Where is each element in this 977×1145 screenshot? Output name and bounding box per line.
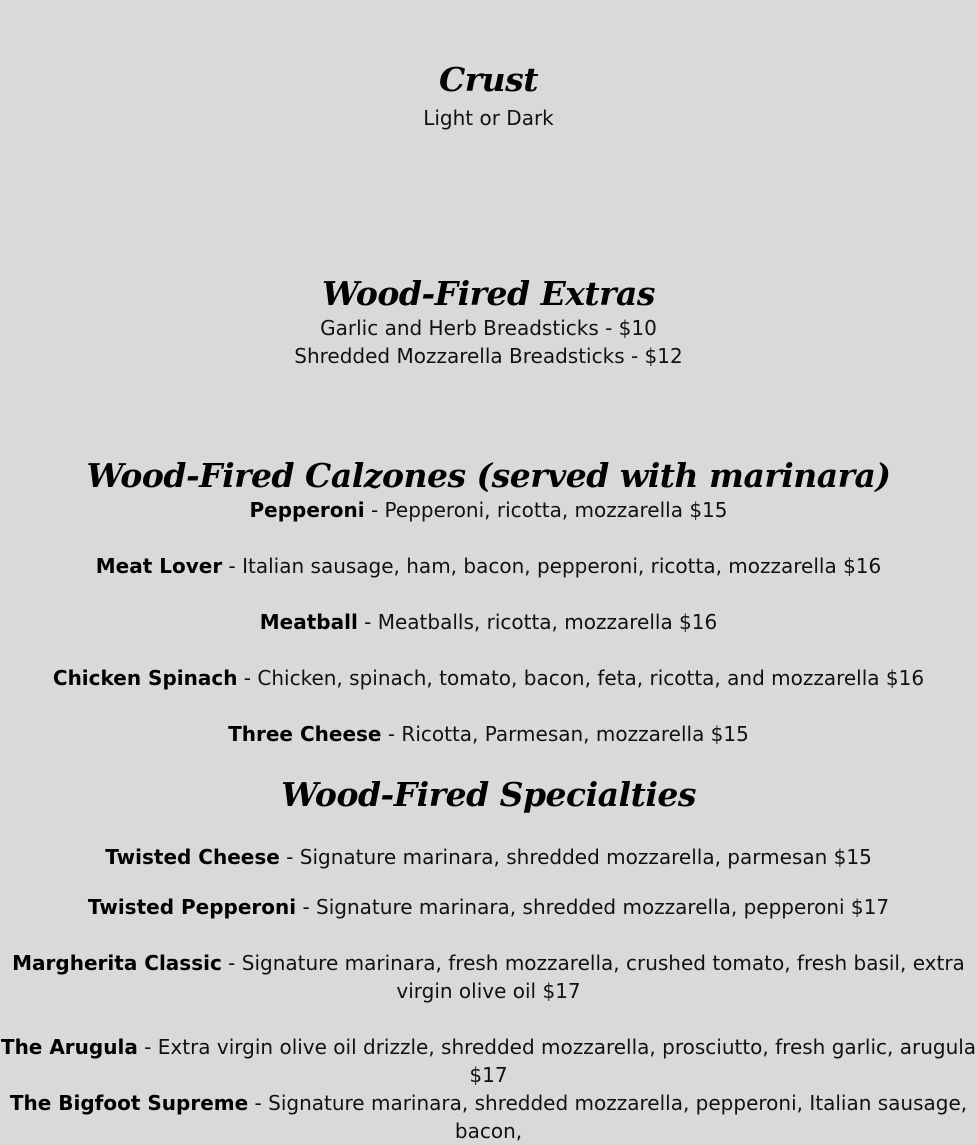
item-description: - Chicken, spinach, tomato, bacon, feta, ricotta, and mozzarella $16 bbox=[237, 666, 925, 690]
calzone-item-three-cheese bbox=[0, 720, 977, 748]
specialty-item-twisted-pepperoni bbox=[0, 893, 977, 921]
extras-item: Shredded Mozzarella Breadsticks - $12 bbox=[294, 344, 683, 368]
specialty-item-the-arugula bbox=[0, 1033, 977, 1089]
calzone-item-meat-lover bbox=[0, 552, 977, 580]
item-name: Twisted Pepperoni bbox=[87, 895, 297, 919]
item-name: Three Cheese bbox=[228, 722, 382, 746]
item-description: - Signature marinara, shredded mozzarella, parmesan $15 bbox=[279, 845, 872, 869]
item-name: Twisted Cheese bbox=[105, 845, 280, 869]
item-description: - Extra virgin olive oil drizzle, shredded mozzarella, prosciutto, fresh garlic, arugula $17 bbox=[137, 1035, 977, 1087]
item-description: - Meatballs, ricotta, mozzarella $16 bbox=[357, 610, 718, 634]
item-description: - Signature marinara, fresh mozzarella, crushed tomato, fresh basil, extra virgin olive oil $17 bbox=[221, 951, 965, 1003]
calzone-item-meatball bbox=[0, 608, 977, 636]
item-description: - Signature marinara, shredded mozzarella, pepperoni $17 bbox=[296, 895, 890, 919]
specialties-heading: Wood-Fired Specialties bbox=[281, 775, 696, 814]
calzone-item-chicken-spinach bbox=[0, 664, 977, 692]
crust-heading: Crust bbox=[439, 60, 538, 99]
item-description: - Ricotta, Parmesan, mozzarella $15 bbox=[381, 722, 749, 746]
calzone-item-pepperoni bbox=[0, 496, 977, 524]
item-name: The Arugula bbox=[0, 1035, 138, 1059]
item-description: - Italian sausage, ham, bacon, pepperoni, ricotta, mozzarella $16 bbox=[222, 554, 882, 578]
item-name: Meat Lover bbox=[95, 554, 223, 578]
item-name: Meatball bbox=[259, 610, 358, 634]
item-name: The Bigfoot Supreme bbox=[9, 1091, 249, 1115]
item-name: Margherita Classic bbox=[12, 951, 222, 975]
crust-options-text: Light or Dark bbox=[423, 106, 554, 130]
item-name: Chicken Spinach bbox=[52, 666, 238, 690]
item-description: - Pepperoni, ricotta, mozzarella $15 bbox=[364, 498, 728, 522]
item-description: - Signature marinara, shredded mozzarella, pepperoni, Italian sausage, bacon, bbox=[248, 1091, 968, 1143]
specialty-item-the-bigfoot-supreme bbox=[0, 1089, 977, 1145]
specialty-item-margherita-classic bbox=[4, 949, 973, 1005]
specialty-item-twisted-cheese bbox=[0, 843, 977, 871]
extras-heading: Wood-Fired Extras bbox=[322, 274, 655, 313]
calzones-heading: Wood-Fired Calzones (served with marinara) bbox=[86, 456, 891, 495]
extras-item: Garlic and Herb Breadsticks - $10 bbox=[320, 316, 657, 340]
item-name: Pepperoni bbox=[249, 498, 365, 522]
